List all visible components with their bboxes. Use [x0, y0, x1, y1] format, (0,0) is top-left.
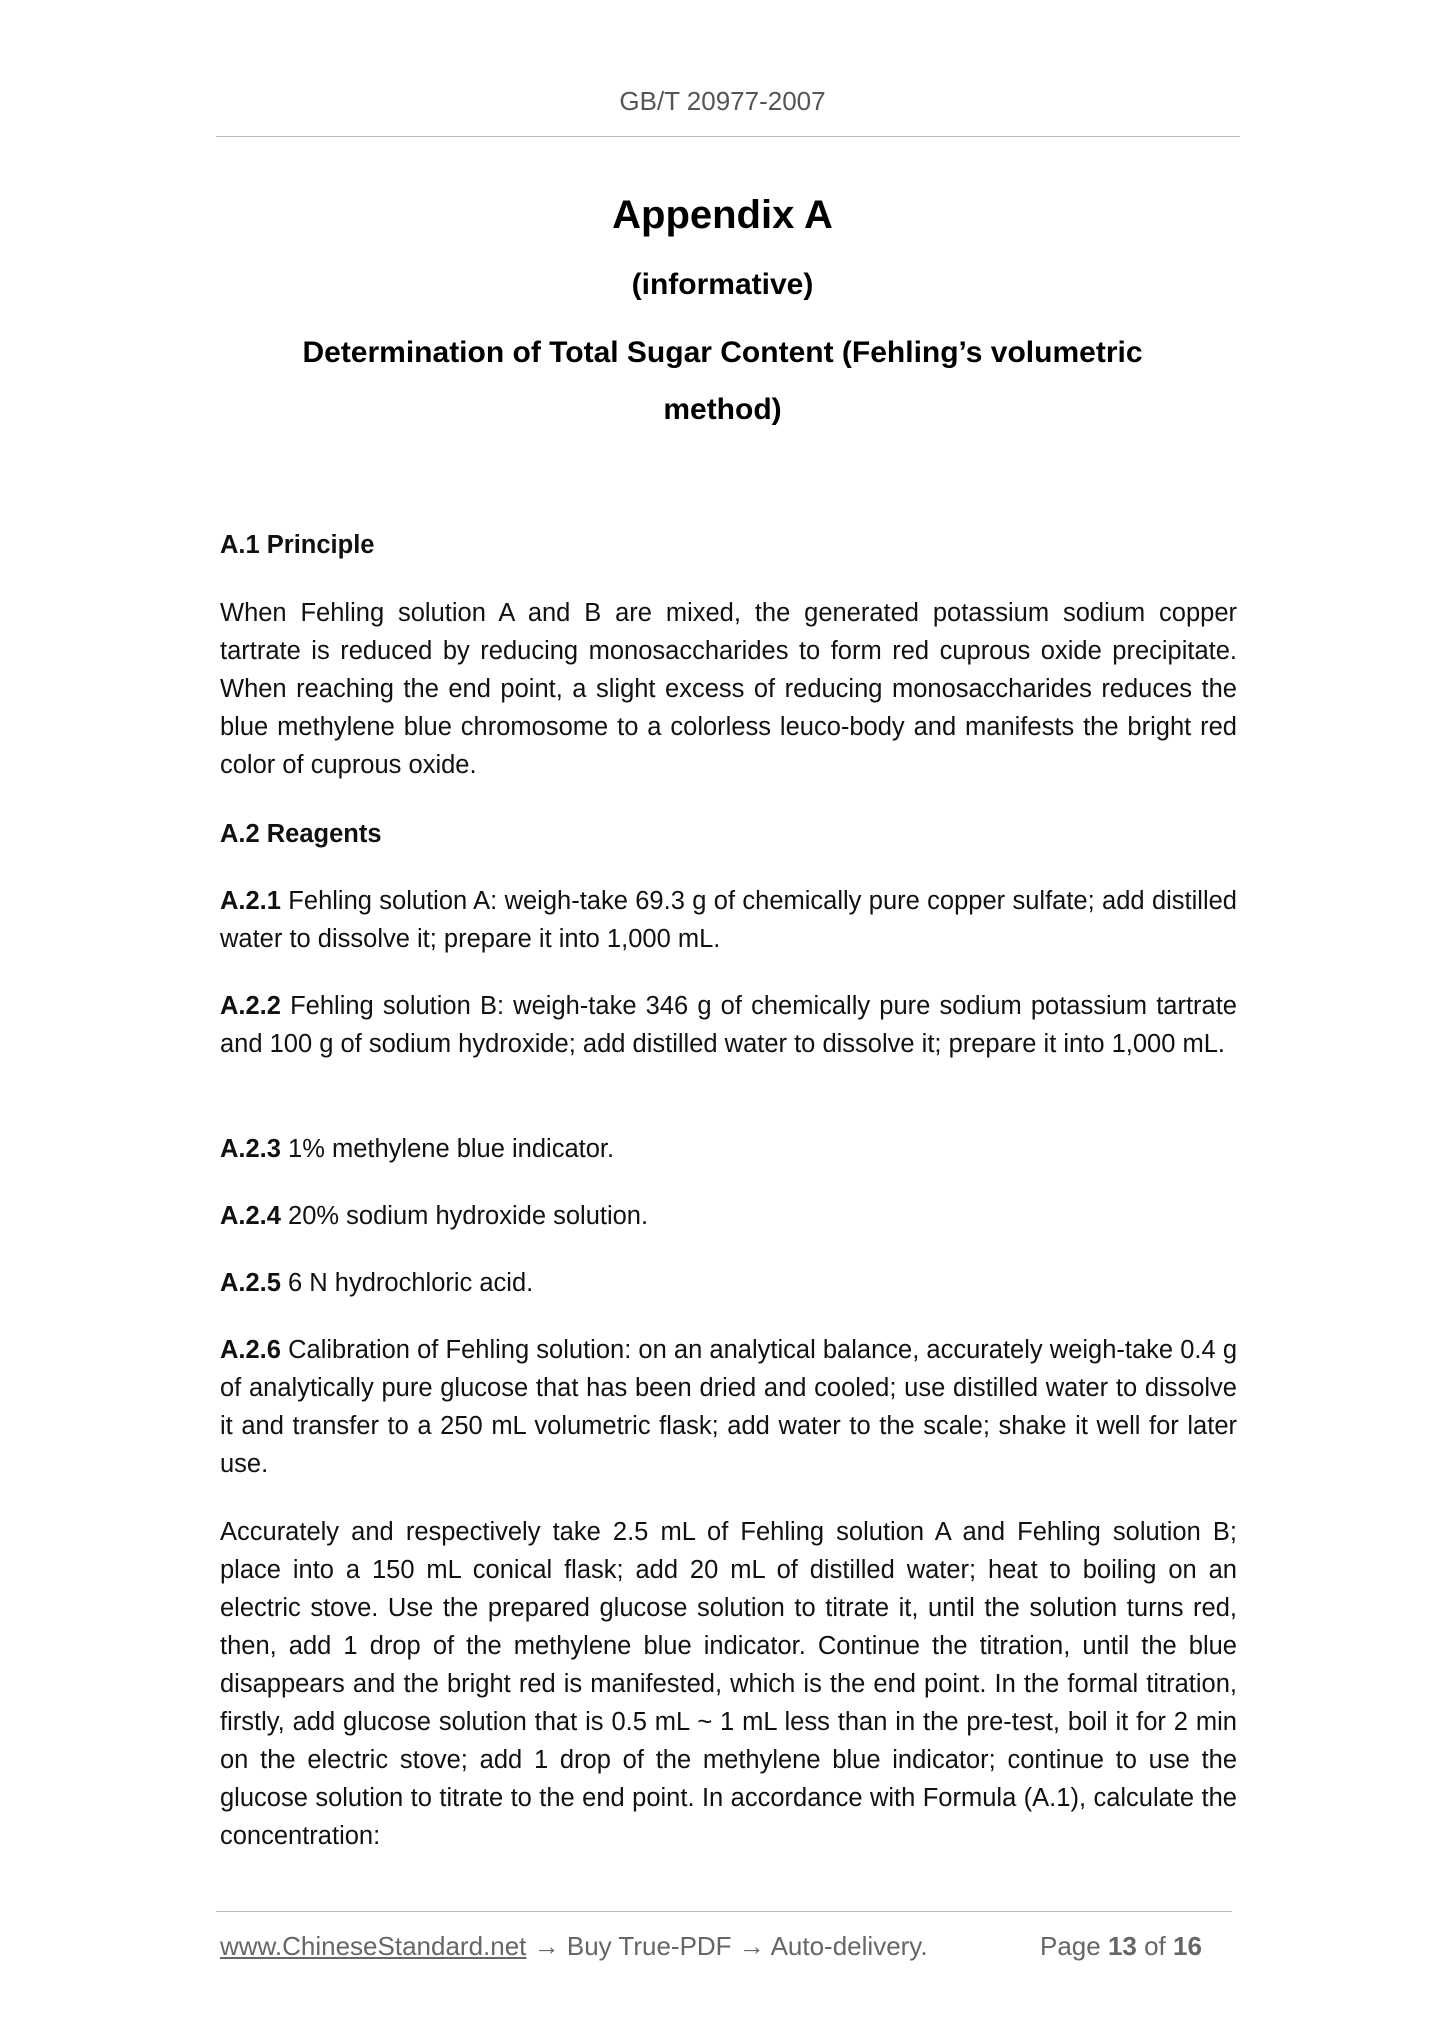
total-page-number: 16: [1173, 1931, 1202, 1961]
document-code-header: GB/T 20977-2007: [619, 86, 826, 116]
section-a1-heading: A.1 Principle: [220, 531, 375, 559]
appendix-subtitle: [0, 324, 1445, 438]
clause-number: A.2.4: [220, 1202, 281, 1230]
section-a2-heading: A.2 Reagents: [220, 820, 382, 848]
clause-text: 20% sodium hydroxide solution.: [280, 1202, 649, 1230]
clause-a-2-5: [220, 1264, 1237, 1302]
clause-number: A.2.1: [220, 887, 281, 915]
footer-promo: [220, 1931, 928, 1962]
footer-promo-text: → Buy True-PDF → Auto-delivery.: [526, 1931, 928, 1961]
clause-text: Fehling solution B: weigh-take 346 g of chemically pure sodium potassium tartrate and 100 g of sodium hydroxide; add distilled water to dissolve it; prepare it into 1,000 mL.: [220, 992, 1237, 1058]
clause-text: 1% methylene blue indicator.: [280, 1135, 615, 1163]
clause-a-2-3: [220, 1130, 1237, 1168]
appendix-subtitle-line-1: Determination of Total Sugar Content (Fehling’s volumetric: [302, 336, 1143, 369]
procedure-paragraph: Accurately and respectively take 2.5 mL of Fehling solution A and Fehling solution B; place into a 150 mL conical flask; add 20 mL of distilled water; heat to boiling on an electric stove. Use the prepared glucose solution to titrate it, until the solution turns red, then, add 1 drop of the methylene blue indicator. Continue the titration, until the blue disappears and the bright red is manifested, which is the end point. In the formal titration, firstly, add glucose solution that is 0.5 mL ~ 1 mL less than in the pre-test, boil it for 2 min on the electric stove; add 1 drop of the methylene blue indicator; continue to use the glucose solution to titrate to the end point. In accordance with Formula (A.1), calculate the concentration:: [220, 1518, 1237, 1850]
website-link[interactable]: www.ChineseStandard.net: [220, 1931, 527, 1961]
clause-a-2-1: [220, 882, 1237, 958]
clause-a-2-6: [220, 1331, 1237, 1483]
clause-a-2-4: [220, 1197, 1237, 1235]
appendix-type: (informative): [631, 268, 814, 301]
clause-number: A.2.6: [220, 1336, 281, 1364]
clause-text: Calibration of Fehling solution: on an analytical balance, accurately weigh-take 0.4 g of analytically pure glucose that has been dried and cooled; use distilled water to dissolve it and transfer to a 250 mL volumetric flask; add water to the scale; shake it well for later use.: [220, 1336, 1237, 1478]
clause-number: A.2.2: [220, 992, 281, 1020]
section-a1-paragraph: When Fehling solution A and B are mixed, the generated potassium sodium copper tartrate is reduced by reducing monosaccharides to form red cuprous oxide precipitate. When reaching the end point, a slight excess of reducing monosaccharides reduces the blue methylene blue chromosome to a colorless leuco-body and manifests the bright red color of cuprous oxide.: [220, 599, 1237, 779]
footer-divider: [216, 1911, 1232, 1912]
appendix-subtitle-line-2: method): [663, 393, 782, 426]
page-indicator: [1040, 1931, 1202, 1962]
clause-text: Fehling solution A: weigh-take 69.3 g of chemically pure copper sulfate; add distilled water to dissolve it; prepare it into 1,000 mL.: [220, 887, 1237, 953]
page-of-label: of: [1136, 1931, 1174, 1961]
appendix-title: Appendix A: [612, 193, 833, 237]
page-label: Page: [1040, 1931, 1108, 1961]
clause-a-2-2: [220, 987, 1237, 1063]
header-divider: [216, 136, 1240, 137]
clause-number: A.2.3: [220, 1135, 281, 1163]
clause-text: 6 N hydrochloric acid.: [280, 1269, 534, 1297]
current-page-number: 13: [1107, 1931, 1137, 1961]
clause-number: A.2.5: [220, 1269, 281, 1297]
